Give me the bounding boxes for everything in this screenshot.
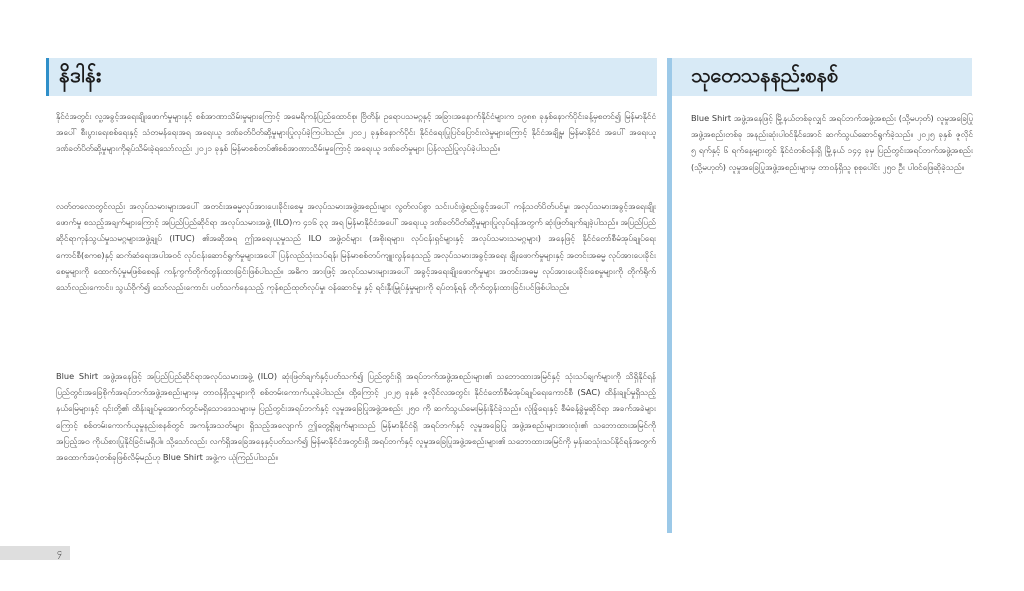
- introduction-title: နိဒါန်း: [59, 62, 102, 87]
- methodology-paragraph: Blue Shirt အဖွဲ့အနေဖြင့် မြို့နယ်တစ်ခုလျှင် အရပ်ဘက်အဖွဲ့အစည်း (သို့မဟုတ်) လူမှုအခြေပြုအဖွဲ့အစည်းတစ်ခု အနည်းဆုံးပါဝင်နိုင်အောင် ဆက်သွယ်ဆောင်ရွက်ခဲ့သည်။ ၂၀၂၅ ခုနှစ် ဇူလိုင် ၅ ရက်နှင့် ၆ ရက်နေ့များတွင် နိုင်ငံတစ်ဝန်းရှိ မြို့နယ် ၁၄၄ ခုမှ ပြည်တွင်းအရပ်ဘက်အဖွဲ့အစည်း (သို့မဟုတ်) လူမှုအခြေပြုအဖွဲ့အစည်းများမှ တာဝန်ရှိသူ စုစုပေါင်း ၂၅၀ ဦး ပါဝင်ဖြေဆိုခဲ့သည်။: [691, 113, 973, 172]
- introduction-paragraph-2: လတ်တလောတွင်လည်း အလုပ်သမားများအပေါ် အတင်းအဓမ္မလုပ်အားပေးခိုင်းစေမှု အလုပ်သမားအဖွဲ့အစည်းများ လွတ်လပ်စွာ သင်းပင်းဖွဲ့စည်းခွင့်အပေါ် ကန့်သတ်ပိတ်ပင်မှု၊ အလုပ်သမားအခွင့်အရေးချိုးဖောက်မှု စသည့်အချက်များကြောင့် အပြည်ပြည်ဆိုင်ရာ အလုပ်သမားအဖွဲ့ (ILO)က ၄၁၆ ၃၃ အရ မြန်မာနိုင်ငံအပေါ် အရေးယူ ဒဏ်ခတ်ပိတ်ဆို့မှုများပြုလုပ်ရန်အတွက် ဆုံးဖြတ်ချက်ချခဲ့ပါသည်။ အပြည်ပြည်ဆိုင်ရာကုန်သွယ်မှုသမဂ္ဂများအဖွဲ့ချုပ် (ITUC) ၏အဆိုအရ ဤအရေးယူမှုသည် ILO အဖွဲ့ဝင်များ (အစိုးရများ၊ လုပ်ငန်းရှင်များနှင့် အလုပ်သမားသမဂ္ဂများ) အနေဖြင့် နိုင်ငံတော်စီမံအုပ်ချုပ်ရေးကောင်စီ(စကစ)နှင့် ဆက်ဆံရေးအပါအဝင် လုပ်ငန်းဆောင်ရွက်မှုများအပေါ် ပြန်လည်သုံးသပ်ရန်၊ မြန်မာစစ်တပ်ကျူးလွန်နေသည့် အလုပ်သမားအခွင့်အရေး ချိုးဖောက်မှုများနှင့် အတင်းအဓမ္မ လုပ်အားပေးခိုင်းစေမှုများကို ထောက်ပံ့မှုမဖြစ်စေရန် ကန့်ကွက်တိုက်တွန်းထားခြင်းဖြစ်ပါသည်။ အဓိက အားဖြင့် အလုပ်သမားများအပေါ် အခွင့်အရေးချိုးဖောက်မှုများ အတင်းအဓမ္မ လုပ်အားပေးခိုင်းစေမှုများကို တိုက်ရိုက်သော်လည်းကောင်း၊ သွယ်ဝိုက်၍ သော်လည်းကောင်း ပတ်သက်နေသည့် ကုန်စည်ထုတ်လုပ်မှု၊ ဝန်ဆောင်မှု နှင့် ရင်းနှီးမြှုပ်နှံမှုများကို ရပ်တန့်ရန် တိုက်တွန်းထားခြင်းပင်ဖြစ်ပါသည်။: [56, 201, 656, 293]
- page-number: ၄: [57, 547, 63, 558]
- methodology-section: [672, 58, 972, 222]
- introduction-header-band: [46, 58, 657, 96]
- methodology-title: သုတေသနနည်းစနစ်: [691, 63, 838, 87]
- page-number-tab: [0, 546, 70, 560]
- methodology-header-band: [672, 58, 972, 96]
- introduction-body: [56, 108, 656, 530]
- introduction-section: [0, 58, 657, 538]
- methodology-body: [691, 110, 973, 222]
- introduction-paragraph-1: နိုင်ငံအတွင်း လူ့အခွင့်အရေးချိုးဖောက်မှုများနှင့် စစ်အာဏာသိမ်းမှုများကြောင့် အမေရိကန်ပြည်ထောင်စု၊ ဗြိတိန်၊ ဥရောပသမဂ္ဂနှင့် အခြားအနောက်နိုင်ငံများက ၁၉၈၈ ခုနှစ်နောက်ပိုင်းခန့်မှစတင်၍ မြန်မာနိုင်ငံအပေါ် စီးပွားရေးစစ်ရေးနှင့် သံတမန်ရေးအရ အရေးယူ ဒဏ်ခတ်ပိတ်ဆို့မှုများပြုလုပ်ခဲ့ကြပါသည်။ ၂၀၁၂ ခုနှစ်နောက်ပိုင်း နိုင်ငံရေးပြုပြင်ပြောင်းလဲမှုများကြောင့် နိုင်ငံအချို့မှ မြန်မာနိုင်ငံ အပေါ် အရေးယူဒဏ်ခတ်ပိတ်ဆို့မှုများကိုရုပ်သိမ်းခဲ့ရသော်လည်း ၂၀၂၁ ခုနှစ် မြန်မာစစ်တပ်၏စစ်အာဏာသိမ်းမှုကြောင့် အရေးယူ ဒဏ်ခတ်မှုများ ပြန်လည်ပြုလုပ်ခဲ့ပါသည်။: [56, 111, 656, 154]
- introduction-paragraph-3: Blue Shirt အဖွဲ့အနေဖြင့် အပြည်ပြည်ဆိုင်ရာအလုပ်သမားအဖွဲ့ (ILO) ဆုံးဖြတ်ချက်နှင့်ပတ်သက်၍ ပြည်တွင်းရှိ အရပ်ဘက်အဖွဲ့အစည်းများ၏ သဘောထားအမြင်နှင့် သုံးသပ်ချက်များကို သိရှိနိုင်ရန် ပြည်တွင်းအခြေစိုက်အရပ်ဘက်အဖွဲ့အစည်းများမှ တာဝန်ရှိသူများကို စစ်တမ်းကောက်ယူခဲ့ပါသည်။ ထို့ကြောင့် ၂၀၂၅ ခုနှစ် ဇူလိုင်လအတွင်း နိုင်ငံတော်စီမံအုပ်ချုပ်ရေးကောင်စီ (SAC) ထိန်းချုပ်မှုရှိသည့်နယ်မြေများနှင့် ၎င်းတို့၏ ထိန်းချုပ်မှုအောက်တွင်မရှိသောဒေသများမှ ပြည်တွင်းအရပ်ဘက်နှင့် လူမှုအခြေပြုအဖွဲ့အစည်း ၂၅၀ ကို ဆက်သွယ်မေးမြန်းနိုင်ခဲ့သည်။ လုံခြုံရေးနှင့် စီမံခန့်ခွဲမှုဆိုင်ရာ အခက်အခဲများကြောင့် စစ်တမ်းကောက်ယူမှုနည်းစနစ်တွင် အကန့်အသတ်များ ရှိသည့်အလျောက် ဤတွေ့ရှိချက်များသည် မြန်မာနိုင်ငံရှိ အရပ်ဘက်နှင့် လူမှုအခြေပြု အဖွဲ့အစည်းများအားလုံး၏ သဘောထားအမြင်ကို အပြည့်အဝ ကိုယ်စားပြုနိုင်ခြင်းမရှိပါ။ သို့သော်လည်း လက်ရှိအခြေအနေနှင့်ပတ်သက်၍ မြန်မာနိုင်ငံအတွင်းရှိ အရပ်ဘက်နှင့် လူမှုအခြေပြုအဖွဲ့အစည်းများ၏ သဘောထားအမြင်ကို မှန်းဆသုံးသပ်နိုင်ရန်အတွက် အထောက်အပံ့တစ်ခုဖြစ်လိမ့်မည်ဟု Blue Shirt အဖွဲ့က ယုံကြည်ပါသည်။: [56, 371, 656, 463]
